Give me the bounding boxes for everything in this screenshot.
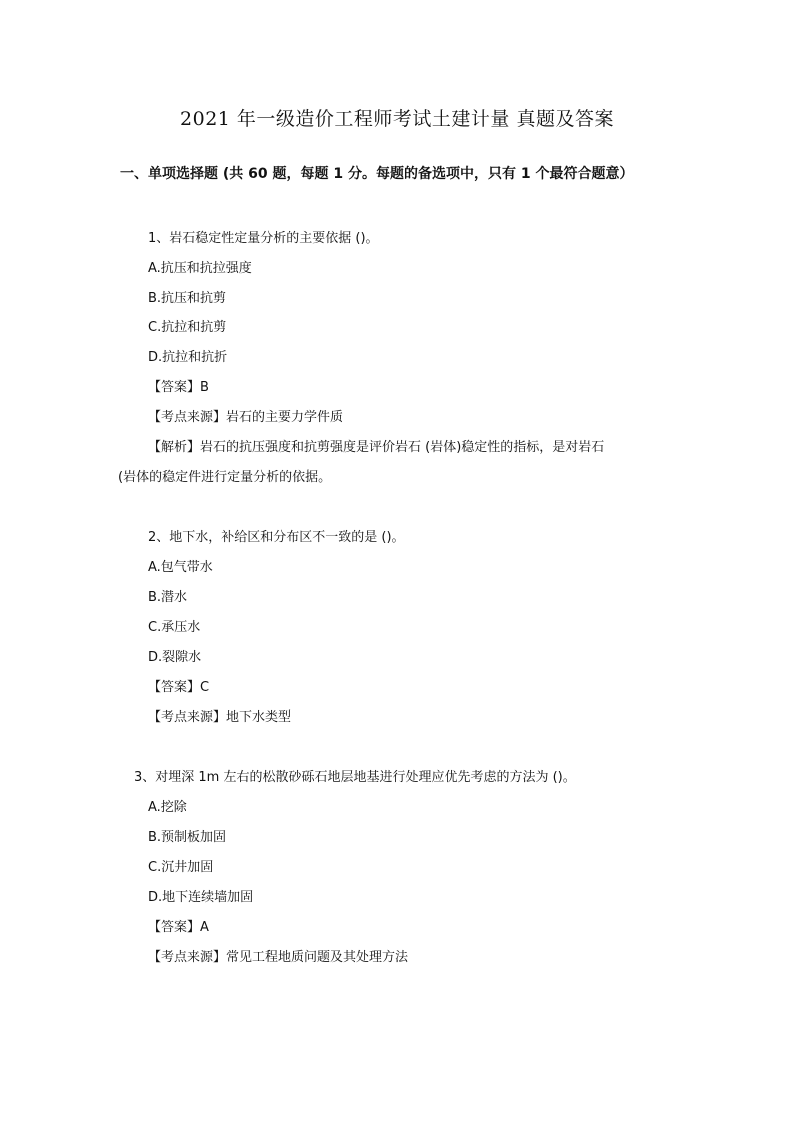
- question-1-option-d: D.抗拉和抗折: [148, 350, 228, 365]
- section-heading: 一、单项选择题 (共 60 题，每题 1 分。每题的备选项中，只有 1 个最符合题意）: [120, 166, 634, 182]
- question-3-stem: 3、对埋深 1m 左右的松散砂砾石地层地基进行处理应优先考虑的方法为 ()。: [134, 770, 576, 785]
- question-2-option-a: A.包气带水: [148, 560, 213, 575]
- question-1-option-a: A.抗压和抗拉强度: [148, 261, 252, 276]
- question-1-option-b: B.抗压和抗剪: [148, 291, 227, 306]
- question-2-answer: 【答案】C: [148, 680, 210, 695]
- question-1-stem: 1、岩石稳定性定量分析的主要依据 ()。: [148, 231, 379, 246]
- question-1-analysis-line-2: (岩体的稳定件进行定量分析的依据。: [118, 470, 332, 485]
- question-3-option-d: D.地下连续墙加固: [148, 890, 254, 905]
- question-3-option-a: A.挖除: [148, 800, 187, 815]
- question-1-source: 【考点来源】岩石的主要力学件质: [148, 410, 344, 425]
- question-1-answer: 【答案】B: [148, 380, 209, 395]
- question-3-source: 【考点来源】常见工程地质问题及其处理方法: [148, 950, 409, 965]
- question-2-option-d: D.裂隙水: [148, 650, 202, 665]
- question-3-option-c: C.沉井加固: [148, 860, 214, 875]
- question-3-answer: 【答案】A: [148, 920, 209, 935]
- document-title: 2021 年一级造价工程师考试土建计量 真题及答案: [180, 108, 614, 130]
- question-2-option-b: B.潜水: [148, 590, 188, 605]
- question-2-source: 【考点来源】地下水类型: [148, 710, 292, 725]
- question-2-stem: 2、地下水，补给区和分布区不一致的是 ()。: [148, 530, 405, 545]
- question-1-analysis-line-1: 【解析】岩石的抗压强度和抗剪强度是评价岩石 (岩体)稳定性的指标，是对岩石: [148, 440, 605, 455]
- question-2-option-c: C.承压水: [148, 620, 201, 635]
- question-1-option-c: C.抗拉和抗剪: [148, 320, 227, 335]
- question-3-option-b: B.预制板加固: [148, 830, 227, 845]
